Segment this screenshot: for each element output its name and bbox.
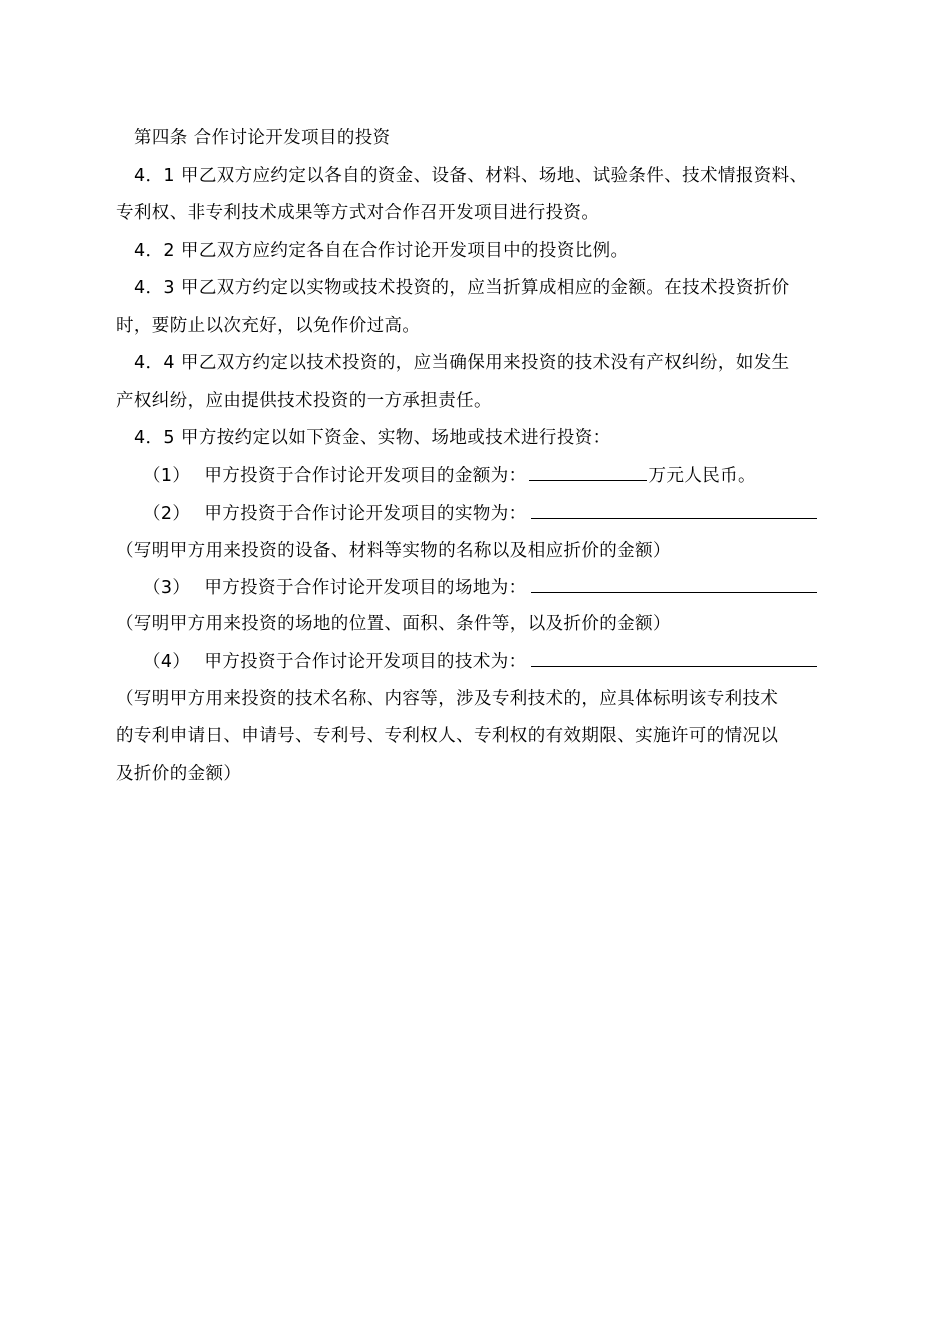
item-4-note-line-3: 及折价的金额） xyxy=(116,764,242,784)
item-2-goods-blank[interactable] xyxy=(531,500,817,519)
item-4-number: （4） xyxy=(143,652,191,672)
item-3-note: （写明甲方用来投资的场地的位置、面积、条件等，以及折价的金额） xyxy=(116,614,671,634)
article-heading: 第四条 合作讨论开发项目的投资 xyxy=(134,128,391,148)
item-1-amount-blank[interactable] xyxy=(529,462,647,481)
item-1-suffix: 万元人民币。 xyxy=(648,466,756,486)
item-4-text: 甲方投资于合作讨论开发项目的技术为： xyxy=(204,652,527,672)
clause-4-3-line-2: 时，要防止以次充好，以免作价过高。 xyxy=(116,316,421,336)
item-3-number: （3） xyxy=(143,578,191,598)
clause-4-1-line-2: 专利权、非专利技术成果等方式对合作召开发项目进行投资。 xyxy=(116,203,600,223)
clause-4-4-line-1: 4．4 甲乙双方约定以技术投资的，应当确保用来投资的技术没有产权纠纷，如发生 xyxy=(134,353,790,373)
item-1 xyxy=(143,462,867,488)
clause-4-1-line-1: 4．1 甲乙双方应约定以各自的资金、设备、材料、场地、试验条件、技术情报资料、 xyxy=(134,166,808,186)
item-4-note-line-2: 的专利申请日、申请号、专利号、专利权人、专利权的有效期限、实施许可的情况以 xyxy=(116,726,779,746)
clause-4-2: 4．2 甲乙双方应约定各自在合作讨论开发项目中的投资比例。 xyxy=(134,241,629,261)
clause-4-5: 4．5 甲方按约定以如下资金、实物、场地或技术进行投资： xyxy=(134,428,611,448)
item-1-number: （1） xyxy=(143,466,191,486)
clause-4-4-line-2: 产权纠纷，应由提供技术投资的一方承担责任。 xyxy=(116,391,492,411)
item-4 xyxy=(143,648,867,674)
item-4-note-line-1: （写明甲方用来投资的技术名称、内容等，涉及专利技术的，应具体标明该专利技术 xyxy=(116,689,779,709)
item-3-text: 甲方投资于合作讨论开发项目的场地为： xyxy=(204,578,527,598)
clause-4-3-line-1: 4．3 甲乙双方约定以实物或技术投资的，应当折算成相应的金额。在技术投资折价 xyxy=(134,278,790,298)
item-3-site-blank[interactable] xyxy=(531,574,817,593)
item-3 xyxy=(143,574,867,600)
item-1-text: 甲方投资于合作讨论开发项目的金额为： xyxy=(204,466,527,486)
item-4-technology-blank[interactable] xyxy=(531,648,817,667)
item-2 xyxy=(143,500,867,526)
item-2-text: 甲方投资于合作讨论开发项目的实物为： xyxy=(204,504,527,524)
item-2-note: （写明甲方用来投资的设备、材料等实物的名称以及相应折价的金额） xyxy=(116,541,671,561)
item-2-number: （2） xyxy=(143,504,191,524)
